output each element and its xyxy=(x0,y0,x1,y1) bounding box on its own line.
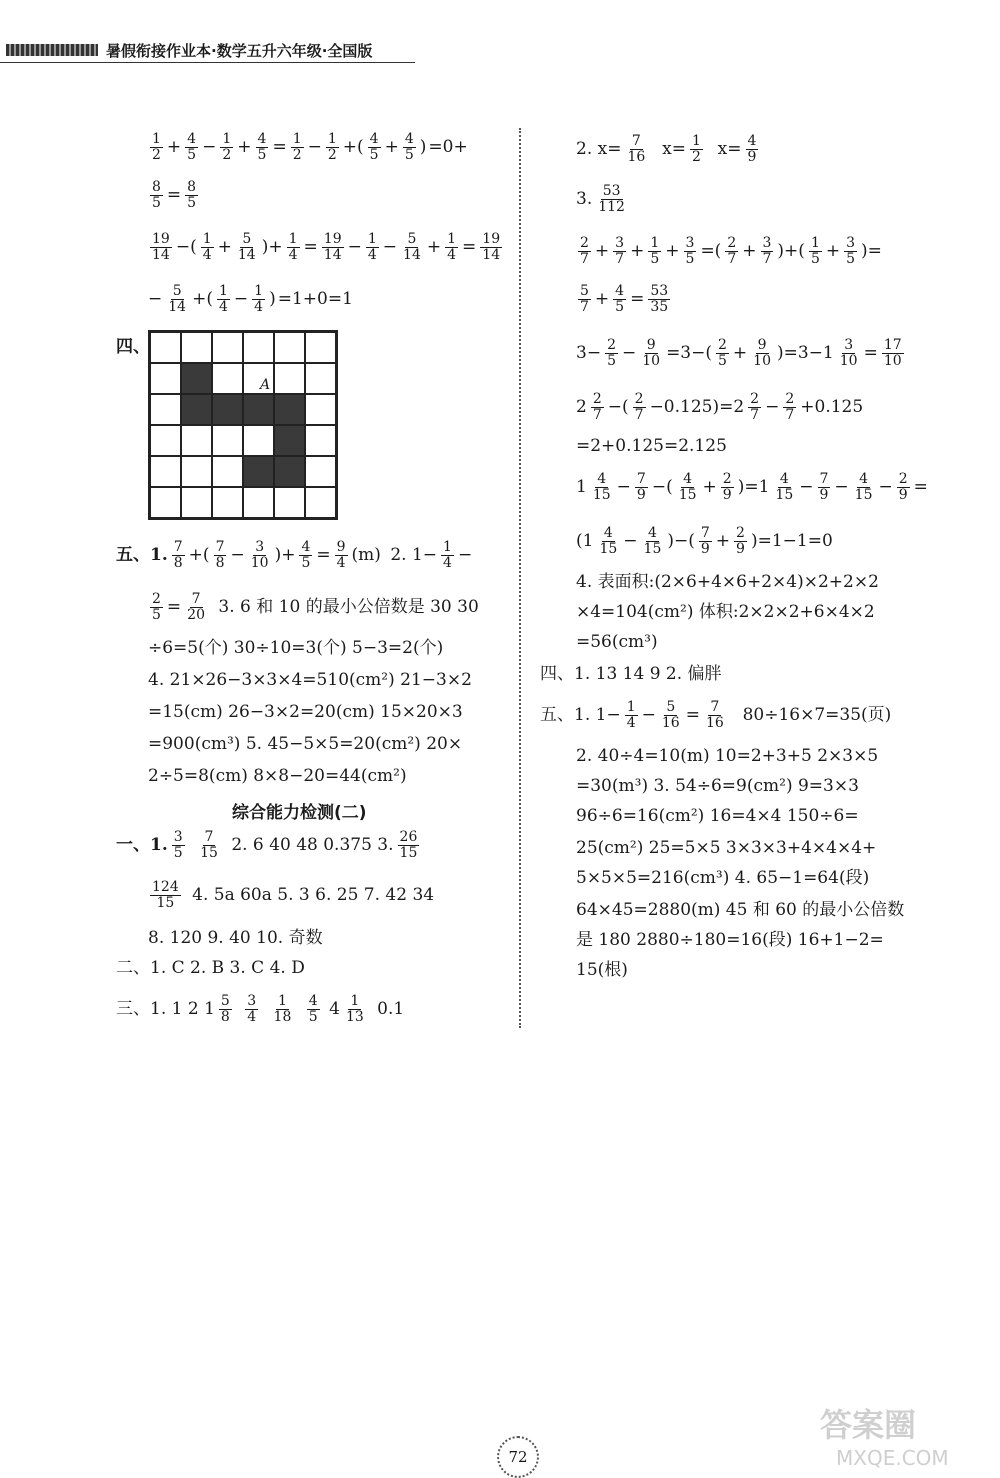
header-title: 暑假衔接作业本·数学五升六年级·全国版 xyxy=(106,42,373,60)
r-q4-1: 4. 表面积:(2×6+4×6+2×4)×2+2×2 xyxy=(576,572,879,592)
eq-5-1: 五、1. 7 8 +( 7 8 − 3 10 )+ 4 5 = 9 4 (m) 2. 1− $\frac{1}{4}$ − xyxy=(116,539,473,571)
page-number: 72 xyxy=(497,1436,539,1478)
r-p2-1: 2. 40÷4=10(m) 10=2+3+5 2×3×5 xyxy=(576,746,879,766)
header-decoration xyxy=(6,44,98,56)
r-eq-7: (1 4 15 − 4 15 )−( 7 9 + 2 9 )=1−1=0 xyxy=(576,525,833,557)
column-divider xyxy=(519,128,521,1028)
eq-line-3: 19 14 −( 1 4 + 5 14 )+ 1 4 = 19 14 − 1 4 − 5 14 + 1 4 = 19 14 xyxy=(152,231,501,263)
s3-line: 三、1. 1 2 1 5 8 3 4 1 18 4 5 4 1 13 0.1 xyxy=(116,993,405,1025)
r-eq-6: 1 4 15 − 7 9 −( 4 15 + 2 9 )=1 4 15 − 7 9 − 4 15 − 2 9 = xyxy=(576,471,928,503)
r-q2: 2. x= $\frac{7}{16}$ x= 1 2 x= 4 9 xyxy=(576,133,757,165)
r-sec5-1: 五、1. 1− $\frac{1}{4}$ − 5 16 = 7 16 80÷16×7=35(页) xyxy=(540,699,892,731)
r-p2-7: 是 180 2880÷180=16(段) 16+1−2= xyxy=(576,930,884,950)
eq-5-4: 4. 21×26−3×3×4=510(cm²) 21−3×2 xyxy=(148,670,472,690)
s2-line: 二、1. C 2. B 3. C 4. D xyxy=(116,958,305,978)
r-p2-4: 25(cm²) 25=5×5 3×3×3+4×4×4+ xyxy=(576,838,877,858)
s1-line-1: 一、1. 3 5 7 15 2. 6 40 48 0.375 3. 26 15 xyxy=(116,829,418,861)
r-q4-3: =56(cm³) xyxy=(576,632,658,652)
r-p2-2: =30(m³) 3. 54÷6=9(cm²) 9=3×3 xyxy=(576,776,859,796)
shape-grid xyxy=(148,330,338,520)
eq-5-5: =15(cm) 26−3×2=20(cm) 15×20×3 xyxy=(148,702,463,722)
r-eq-2: 5 7 + 4 5 = 53 35 xyxy=(580,283,669,315)
eq-5-3: ÷6=5(个) 30÷10=3(个) 5−3=2(个) xyxy=(148,638,444,658)
eq-line-1: 1 2 + 4 5 − 1 2 + 4 5 = 1 2 − 1 2 +( 4 5 + $\frac{4}{5}$ ) =0+ xyxy=(152,131,468,163)
grid-point-label: A xyxy=(260,377,271,393)
page-header xyxy=(0,40,1000,66)
r-eq-1: 2 7 + 3 7 + 1 5 + 3 5 =( 2 7 + 3 7 )+( 1 5 + 3 5 )= xyxy=(580,235,882,267)
s1-line-2: 124 15 4. 5a 60a 5. 3 6. 25 7. 42 34 xyxy=(152,879,435,911)
r-p2-3: 96÷6=16(cm²) 16=4×4 150÷6= xyxy=(576,806,859,826)
watermark-logo: 答案圈 xyxy=(820,1406,917,1444)
section-4-label: 四、 xyxy=(116,337,150,357)
r-sec4: 四、1. 13 14 9 2. 偏胖 xyxy=(540,664,722,684)
eq-5-7: 2÷5=8(cm) 8×8−20=44(cm²) xyxy=(148,766,407,786)
eq-line-2: 8 5 = 8 5 xyxy=(152,179,197,211)
watermark-url: MXQE.COM xyxy=(836,1446,949,1470)
r-p2-5: 5×5×5=216(cm³) 4. 65−1=64(段) xyxy=(576,868,870,888)
r-p2-6: 64×45=2880(m) 45 和 60 的最小公倍数 xyxy=(576,900,905,920)
r-eq-3: 3− $\frac{2}{5}$ − 9 10 =3−( 2 5 + 9 10 )=3−1 3 10 = 17 10 xyxy=(576,337,902,369)
r-q3: 3. 53 112 xyxy=(576,183,625,215)
r-eq-4: 2 2 7 −( 2 7 −0.125)=2 2 7 − 2 7 +0.125 xyxy=(576,391,864,423)
eq-5-6: =900(cm³) 5. 45−5×5=20(cm²) 20× xyxy=(148,734,463,754)
header-rule xyxy=(0,62,415,63)
s1-line-3: 8. 120 9. 40 10. 奇数 xyxy=(148,928,323,948)
eq-5-2: 2 5 = 7 20 3. 6 和 10 的最小公倍数是 30 30 xyxy=(152,591,479,623)
section-title-2: 综合能力检测(二) xyxy=(232,803,367,823)
r-q4-2: ×4=104(cm²) 体积:2×2×2+6×4×2 xyxy=(576,602,875,622)
r-eq-5: =2+0.125=2.125 xyxy=(576,436,727,456)
eq-line-4: − 5 14 +( 1 4 − $\frac{1}{4}$ ) =1+0=1 xyxy=(148,283,353,315)
r-p2-8: 15(根) xyxy=(576,960,628,980)
